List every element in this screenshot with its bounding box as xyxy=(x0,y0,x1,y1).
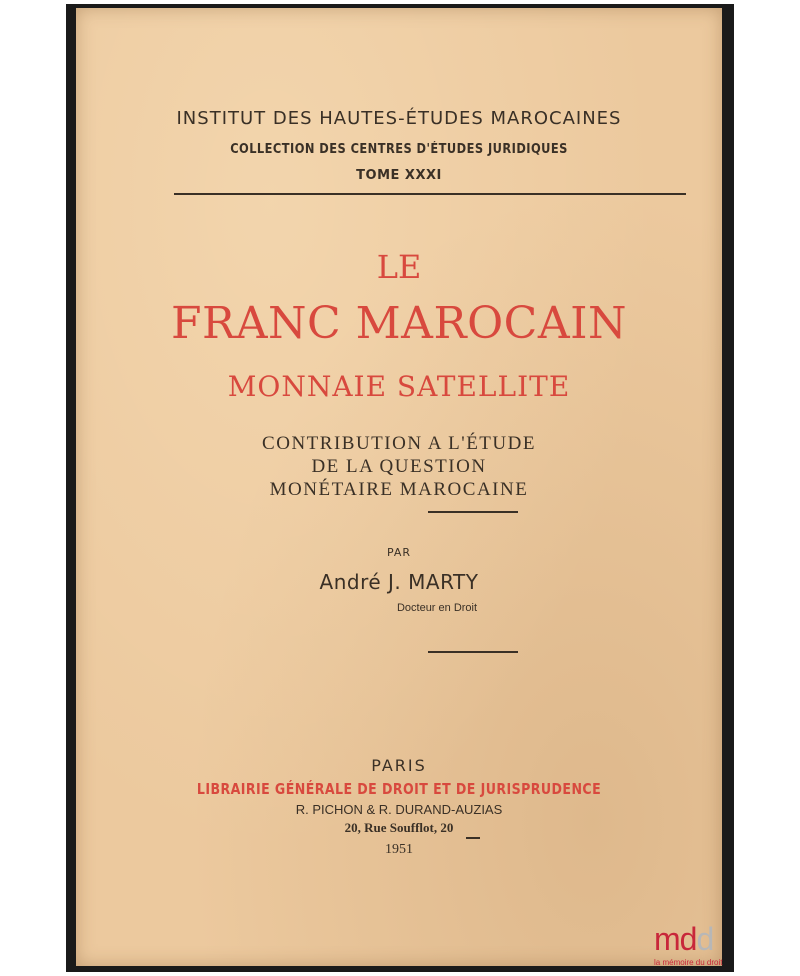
by-label: PAR xyxy=(386,546,412,559)
publication-city: PARIS xyxy=(371,756,427,775)
author-name: André J. MARTY xyxy=(319,570,479,594)
logo-mark xyxy=(654,922,713,956)
book-title: FRANC MAROCAIN xyxy=(171,298,627,349)
contribution-line-1: CONTRIBUTION A L'ÉTUDE xyxy=(262,433,536,454)
logo-letters-red: md xyxy=(654,921,697,957)
book-subtitle: MONNAIE SATELLITE xyxy=(227,370,571,403)
lower-divider xyxy=(428,651,518,653)
institute-name: INSTITUT DES HAUTES-ÉTUDES MAROCAINES xyxy=(176,108,622,129)
contribution-line-3: MONÉTAIRE MAROCAINE xyxy=(269,479,529,500)
contribution-block xyxy=(76,432,722,501)
book-cover xyxy=(76,8,722,966)
logo-letters-grey: d xyxy=(696,921,714,957)
year-divider xyxy=(466,837,480,839)
publication-year: 1951 xyxy=(385,842,413,857)
volume-number: TOME XXXI xyxy=(356,168,442,183)
author-degree: Docteur en Droit xyxy=(396,602,478,614)
middle-divider xyxy=(428,511,518,513)
logo-tagline: la mémoire du droit xyxy=(654,958,723,967)
title-article: LE xyxy=(376,248,422,286)
top-divider xyxy=(174,193,686,195)
publisher-address: 20, Rue Soufflot, 20 xyxy=(344,820,454,835)
publisher-owners: R. PICHON & R. DURAND-AUZIAS xyxy=(295,802,503,817)
mdd-watermark-logo xyxy=(654,922,734,972)
contribution-line-2: DE LA QUESTION xyxy=(311,456,487,477)
collection-name: COLLECTION DES CENTRES D'ÉTUDES JURIDIQUES xyxy=(230,142,568,157)
publisher-name: LIBRAIRIE GÉNÉRALE DE DROIT ET DE JURISPRUDENCE xyxy=(196,780,602,798)
